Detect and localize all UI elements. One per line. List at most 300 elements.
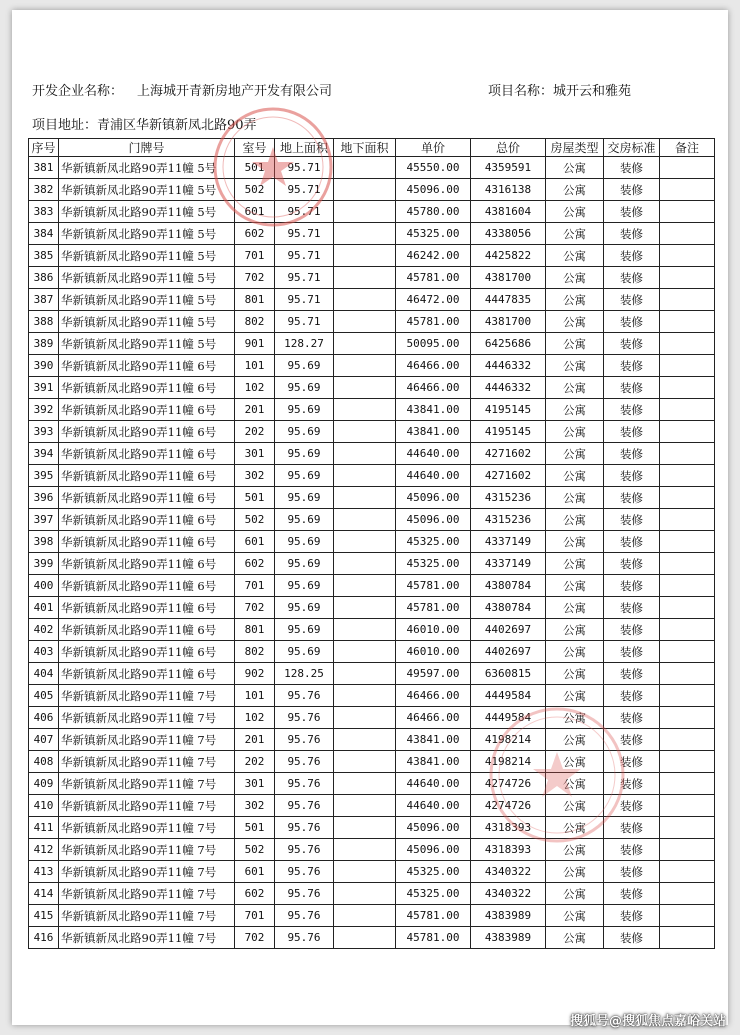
- table-row: [29, 663, 715, 685]
- room-number: 701: [235, 575, 275, 597]
- table-row: [29, 157, 715, 179]
- column-header: 单价: [396, 139, 471, 157]
- remark: [660, 927, 715, 949]
- unit-price: 43841.00: [396, 729, 471, 751]
- table-row: [29, 245, 715, 267]
- unit-price: 46010.00: [396, 641, 471, 663]
- total-price: 4380784: [471, 575, 546, 597]
- remark: [660, 729, 715, 751]
- house-type: 公寓: [546, 839, 604, 861]
- underground-area: [334, 795, 396, 817]
- underground-area: [334, 839, 396, 861]
- unit-price: 45781.00: [396, 311, 471, 333]
- house-type: 公寓: [546, 619, 604, 641]
- door-number: 华新镇新凤北路90弄11幢 7号: [59, 795, 235, 817]
- row-index: 384: [29, 223, 59, 245]
- underground-area: [334, 575, 396, 597]
- total-price: 4380784: [471, 597, 546, 619]
- room-number: 802: [235, 641, 275, 663]
- remark: [660, 905, 715, 927]
- door-number: 华新镇新凤北路90弄11幢 5号: [59, 245, 235, 267]
- unit-price: 45781.00: [396, 597, 471, 619]
- total-price: 4337149: [471, 531, 546, 553]
- total-price: 4447835: [471, 289, 546, 311]
- room-number: 201: [235, 399, 275, 421]
- house-type: 公寓: [546, 333, 604, 355]
- unit-price: 45325.00: [396, 883, 471, 905]
- house-type: 公寓: [546, 597, 604, 619]
- unit-price: 45325.00: [396, 553, 471, 575]
- remark: [660, 245, 715, 267]
- house-type: 公寓: [546, 861, 604, 883]
- unit-price-table: [28, 138, 715, 949]
- room-number: 501: [235, 157, 275, 179]
- room-number: 502: [235, 179, 275, 201]
- room-number: 502: [235, 509, 275, 531]
- developer-label: 开发企业名称：: [32, 84, 124, 99]
- door-number: 华新镇新凤北路90弄11幢 6号: [59, 575, 235, 597]
- total-price: 4337149: [471, 553, 546, 575]
- delivery-standard: 装修: [604, 773, 660, 795]
- total-price: 4198214: [471, 729, 546, 751]
- room-number: 302: [235, 465, 275, 487]
- table-row: [29, 597, 715, 619]
- room-number: 302: [235, 795, 275, 817]
- total-price: 4381604: [471, 201, 546, 223]
- project-line: [488, 80, 631, 99]
- house-type: 公寓: [546, 311, 604, 333]
- table-row: [29, 289, 715, 311]
- row-index: 411: [29, 817, 59, 839]
- door-number: 华新镇新凤北路90弄11幢 5号: [59, 311, 235, 333]
- door-number: 华新镇新凤北路90弄11幢 7号: [59, 839, 235, 861]
- house-type: 公寓: [546, 377, 604, 399]
- door-number: 华新镇新凤北路90弄11幢 6号: [59, 421, 235, 443]
- remark: [660, 465, 715, 487]
- house-type: 公寓: [546, 883, 604, 905]
- remark: [660, 795, 715, 817]
- room-number: 901: [235, 333, 275, 355]
- house-type: 公寓: [546, 399, 604, 421]
- house-type: 公寓: [546, 817, 604, 839]
- table-row: [29, 399, 715, 421]
- unit-price: 45781.00: [396, 575, 471, 597]
- underground-area: [334, 773, 396, 795]
- table-row: [29, 817, 715, 839]
- row-index: 399: [29, 553, 59, 575]
- column-header: 备注: [660, 139, 715, 157]
- row-index: 396: [29, 487, 59, 509]
- row-index: 394: [29, 443, 59, 465]
- delivery-standard: 装修: [604, 795, 660, 817]
- total-price: 4198214: [471, 751, 546, 773]
- above-ground-area: 95.69: [275, 531, 334, 553]
- unit-price: 45096.00: [396, 179, 471, 201]
- remark: [660, 201, 715, 223]
- total-price: 4446332: [471, 377, 546, 399]
- row-index: 381: [29, 157, 59, 179]
- delivery-standard: 装修: [604, 289, 660, 311]
- unit-price: 46466.00: [396, 377, 471, 399]
- unit-price: 45325.00: [396, 531, 471, 553]
- above-ground-area: 95.71: [275, 201, 334, 223]
- door-number: 华新镇新凤北路90弄11幢 7号: [59, 905, 235, 927]
- underground-area: [334, 333, 396, 355]
- underground-area: [334, 553, 396, 575]
- address-label: 项目地址：: [32, 118, 98, 133]
- row-index: 395: [29, 465, 59, 487]
- delivery-standard: 装修: [604, 531, 660, 553]
- house-type: 公寓: [546, 553, 604, 575]
- house-type: 公寓: [546, 223, 604, 245]
- house-type: 公寓: [546, 575, 604, 597]
- house-type: 公寓: [546, 685, 604, 707]
- door-number: 华新镇新凤北路90弄11幢 7号: [59, 729, 235, 751]
- remark: [660, 487, 715, 509]
- house-type: 公寓: [546, 905, 604, 927]
- developer-name: 上海城开青新房地产开发有限公司: [137, 84, 333, 99]
- row-index: 407: [29, 729, 59, 751]
- room-number: 102: [235, 377, 275, 399]
- unit-price: 43841.00: [396, 421, 471, 443]
- underground-area: [334, 619, 396, 641]
- table-row: [29, 707, 715, 729]
- unit-price: 45325.00: [396, 861, 471, 883]
- total-price: 4195145: [471, 399, 546, 421]
- house-type: 公寓: [546, 421, 604, 443]
- delivery-standard: 装修: [604, 729, 660, 751]
- remark: [660, 311, 715, 333]
- total-price: 4449584: [471, 707, 546, 729]
- unit-price: 46466.00: [396, 355, 471, 377]
- house-type: 公寓: [546, 355, 604, 377]
- delivery-standard: 装修: [604, 509, 660, 531]
- unit-price: 45096.00: [396, 839, 471, 861]
- row-index: 404: [29, 663, 59, 685]
- underground-area: [334, 751, 396, 773]
- underground-area: [334, 465, 396, 487]
- total-price: 4383989: [471, 927, 546, 949]
- total-price: 4271602: [471, 465, 546, 487]
- underground-area: [334, 531, 396, 553]
- remark: [660, 421, 715, 443]
- house-type: 公寓: [546, 509, 604, 531]
- remark: [660, 575, 715, 597]
- room-number: 701: [235, 245, 275, 267]
- delivery-standard: 装修: [604, 905, 660, 927]
- table-row: [29, 223, 715, 245]
- project-address: 青浦区华新镇新凤北路90弄: [97, 118, 257, 133]
- table-row: [29, 619, 715, 641]
- above-ground-area: 95.76: [275, 905, 334, 927]
- remark: [660, 333, 715, 355]
- remark: [660, 223, 715, 245]
- total-price: 4338056: [471, 223, 546, 245]
- room-number: 602: [235, 883, 275, 905]
- table-row: [29, 531, 715, 553]
- house-type: 公寓: [546, 289, 604, 311]
- unit-price: 44640.00: [396, 465, 471, 487]
- row-index: 408: [29, 751, 59, 773]
- above-ground-area: 95.71: [275, 157, 334, 179]
- house-type: 公寓: [546, 927, 604, 949]
- door-number: 华新镇新凤北路90弄11幢 6号: [59, 487, 235, 509]
- delivery-standard: 装修: [604, 333, 660, 355]
- house-type: 公寓: [546, 157, 604, 179]
- above-ground-area: 128.27: [275, 333, 334, 355]
- total-price: 4195145: [471, 421, 546, 443]
- table-body: [29, 157, 715, 949]
- table-row: [29, 927, 715, 949]
- door-number: 华新镇新凤北路90弄11幢 6号: [59, 465, 235, 487]
- underground-area: [334, 597, 396, 619]
- delivery-standard: 装修: [604, 861, 660, 883]
- house-type: 公寓: [546, 465, 604, 487]
- house-type: 公寓: [546, 751, 604, 773]
- underground-area: [334, 377, 396, 399]
- remark: [660, 509, 715, 531]
- table-row: [29, 839, 715, 861]
- column-header: 房屋类型: [546, 139, 604, 157]
- row-index: 389: [29, 333, 59, 355]
- above-ground-area: 95.71: [275, 179, 334, 201]
- total-price: 4402697: [471, 619, 546, 641]
- room-number: 501: [235, 487, 275, 509]
- above-ground-area: 95.76: [275, 751, 334, 773]
- row-index: 412: [29, 839, 59, 861]
- door-number: 华新镇新凤北路90弄11幢 5号: [59, 333, 235, 355]
- unit-price: 44640.00: [396, 773, 471, 795]
- delivery-standard: 装修: [604, 399, 660, 421]
- above-ground-area: 95.76: [275, 883, 334, 905]
- unit-price: 46010.00: [396, 619, 471, 641]
- delivery-standard: 装修: [604, 817, 660, 839]
- table-row: [29, 773, 715, 795]
- room-number: 202: [235, 751, 275, 773]
- door-number: 华新镇新凤北路90弄11幢 7号: [59, 927, 235, 949]
- house-type: 公寓: [546, 795, 604, 817]
- delivery-standard: 装修: [604, 839, 660, 861]
- room-number: 101: [235, 355, 275, 377]
- row-index: 413: [29, 861, 59, 883]
- unit-price: 45096.00: [396, 509, 471, 531]
- total-price: 4318393: [471, 839, 546, 861]
- room-number: 601: [235, 861, 275, 883]
- remark: [660, 817, 715, 839]
- house-type: 公寓: [546, 663, 604, 685]
- table-row: [29, 861, 715, 883]
- unit-price: 45550.00: [396, 157, 471, 179]
- row-index: 402: [29, 619, 59, 641]
- document-page: [12, 10, 728, 1025]
- house-type: 公寓: [546, 245, 604, 267]
- total-price: 4446332: [471, 355, 546, 377]
- above-ground-area: 95.76: [275, 839, 334, 861]
- above-ground-area: 95.71: [275, 245, 334, 267]
- total-price: 4315236: [471, 509, 546, 531]
- door-number: 华新镇新凤北路90弄11幢 5号: [59, 223, 235, 245]
- underground-area: [334, 245, 396, 267]
- developer-line: [32, 80, 332, 99]
- door-number: 华新镇新凤北路90弄11幢 7号: [59, 861, 235, 883]
- table-row: [29, 795, 715, 817]
- row-index: 403: [29, 641, 59, 663]
- unit-price: 50095.00: [396, 333, 471, 355]
- total-price: 4425822: [471, 245, 546, 267]
- total-price: 4340322: [471, 861, 546, 883]
- column-header: 总价: [471, 139, 546, 157]
- row-index: 391: [29, 377, 59, 399]
- delivery-standard: 装修: [604, 311, 660, 333]
- row-index: 401: [29, 597, 59, 619]
- unit-price: 44640.00: [396, 443, 471, 465]
- house-type: 公寓: [546, 641, 604, 663]
- above-ground-area: 95.69: [275, 487, 334, 509]
- table-row: [29, 685, 715, 707]
- above-ground-area: 95.69: [275, 575, 334, 597]
- delivery-standard: 装修: [604, 641, 660, 663]
- row-index: 406: [29, 707, 59, 729]
- row-index: 416: [29, 927, 59, 949]
- delivery-standard: 装修: [604, 927, 660, 949]
- column-header: 交房标准: [604, 139, 660, 157]
- remark: [660, 773, 715, 795]
- total-price: 4381700: [471, 267, 546, 289]
- table-row: [29, 487, 715, 509]
- room-number: 701: [235, 905, 275, 927]
- table-row: [29, 729, 715, 751]
- house-type: 公寓: [546, 267, 604, 289]
- delivery-standard: 装修: [604, 201, 660, 223]
- delivery-standard: 装修: [604, 245, 660, 267]
- row-index: 390: [29, 355, 59, 377]
- delivery-standard: 装修: [604, 619, 660, 641]
- table-row: [29, 377, 715, 399]
- remark: [660, 861, 715, 883]
- underground-area: [334, 927, 396, 949]
- above-ground-area: 95.71: [275, 223, 334, 245]
- table-row: [29, 465, 715, 487]
- remark: [660, 597, 715, 619]
- above-ground-area: 95.69: [275, 443, 334, 465]
- house-type: 公寓: [546, 487, 604, 509]
- door-number: 华新镇新凤北路90弄11幢 6号: [59, 443, 235, 465]
- room-number: 201: [235, 729, 275, 751]
- room-number: 601: [235, 201, 275, 223]
- remark: [660, 289, 715, 311]
- above-ground-area: 95.69: [275, 597, 334, 619]
- remark: [660, 443, 715, 465]
- remark: [660, 355, 715, 377]
- above-ground-area: 95.69: [275, 509, 334, 531]
- delivery-standard: 装修: [604, 223, 660, 245]
- underground-area: [334, 157, 396, 179]
- underground-area: [334, 355, 396, 377]
- column-header: 室号: [235, 139, 275, 157]
- total-price: 4381700: [471, 311, 546, 333]
- door-number: 华新镇新凤北路90弄11幢 7号: [59, 773, 235, 795]
- underground-area: [334, 223, 396, 245]
- unit-price: 45096.00: [396, 817, 471, 839]
- underground-area: [334, 399, 396, 421]
- table-row: [29, 641, 715, 663]
- underground-area: [334, 663, 396, 685]
- above-ground-area: 95.69: [275, 355, 334, 377]
- row-index: 393: [29, 421, 59, 443]
- door-number: 华新镇新凤北路90弄11幢 6号: [59, 663, 235, 685]
- delivery-standard: 装修: [604, 553, 660, 575]
- above-ground-area: 95.69: [275, 377, 334, 399]
- column-header: 地下面积: [334, 139, 396, 157]
- delivery-standard: 装修: [604, 179, 660, 201]
- unit-price: 46242.00: [396, 245, 471, 267]
- table-row: [29, 575, 715, 597]
- above-ground-area: 128.25: [275, 663, 334, 685]
- room-number: 702: [235, 267, 275, 289]
- underground-area: [334, 817, 396, 839]
- table-row: [29, 553, 715, 575]
- house-type: 公寓: [546, 707, 604, 729]
- door-number: 华新镇新凤北路90弄11幢 7号: [59, 707, 235, 729]
- table-row: [29, 443, 715, 465]
- house-type: 公寓: [546, 531, 604, 553]
- total-price: 6360815: [471, 663, 546, 685]
- row-index: 415: [29, 905, 59, 927]
- room-number: 502: [235, 839, 275, 861]
- above-ground-area: 95.76: [275, 817, 334, 839]
- underground-area: [334, 861, 396, 883]
- door-number: 华新镇新凤北路90弄11幢 6号: [59, 377, 235, 399]
- remark: [660, 641, 715, 663]
- house-type: 公寓: [546, 179, 604, 201]
- table-row: [29, 201, 715, 223]
- source-watermark: 搜狐号@搜狐焦点嘉峪关站: [569, 1014, 726, 1029]
- delivery-standard: 装修: [604, 751, 660, 773]
- room-number: 301: [235, 773, 275, 795]
- door-number: 华新镇新凤北路90弄11幢 7号: [59, 817, 235, 839]
- unit-price: 45781.00: [396, 267, 471, 289]
- delivery-standard: 装修: [604, 575, 660, 597]
- row-index: 385: [29, 245, 59, 267]
- remark: [660, 267, 715, 289]
- door-number: 华新镇新凤北路90弄11幢 5号: [59, 179, 235, 201]
- table-header-row: [29, 139, 715, 157]
- remark: [660, 839, 715, 861]
- underground-area: [334, 509, 396, 531]
- door-number: 华新镇新凤北路90弄11幢 7号: [59, 751, 235, 773]
- unit-price: 49597.00: [396, 663, 471, 685]
- underground-area: [334, 729, 396, 751]
- room-number: 602: [235, 553, 275, 575]
- total-price: 4271602: [471, 443, 546, 465]
- remark: [660, 531, 715, 553]
- delivery-standard: 装修: [604, 883, 660, 905]
- row-index: 383: [29, 201, 59, 223]
- remark: [660, 619, 715, 641]
- door-number: 华新镇新凤北路90弄11幢 5号: [59, 267, 235, 289]
- table-row: [29, 333, 715, 355]
- room-number: 501: [235, 817, 275, 839]
- room-number: 601: [235, 531, 275, 553]
- remark: [660, 553, 715, 575]
- total-price: 4402697: [471, 641, 546, 663]
- total-price: 4340322: [471, 883, 546, 905]
- project-label: 项目名称：: [488, 84, 554, 99]
- column-header: 门牌号: [59, 139, 235, 157]
- unit-price: 45781.00: [396, 905, 471, 927]
- delivery-standard: 装修: [604, 377, 660, 399]
- above-ground-area: 95.76: [275, 795, 334, 817]
